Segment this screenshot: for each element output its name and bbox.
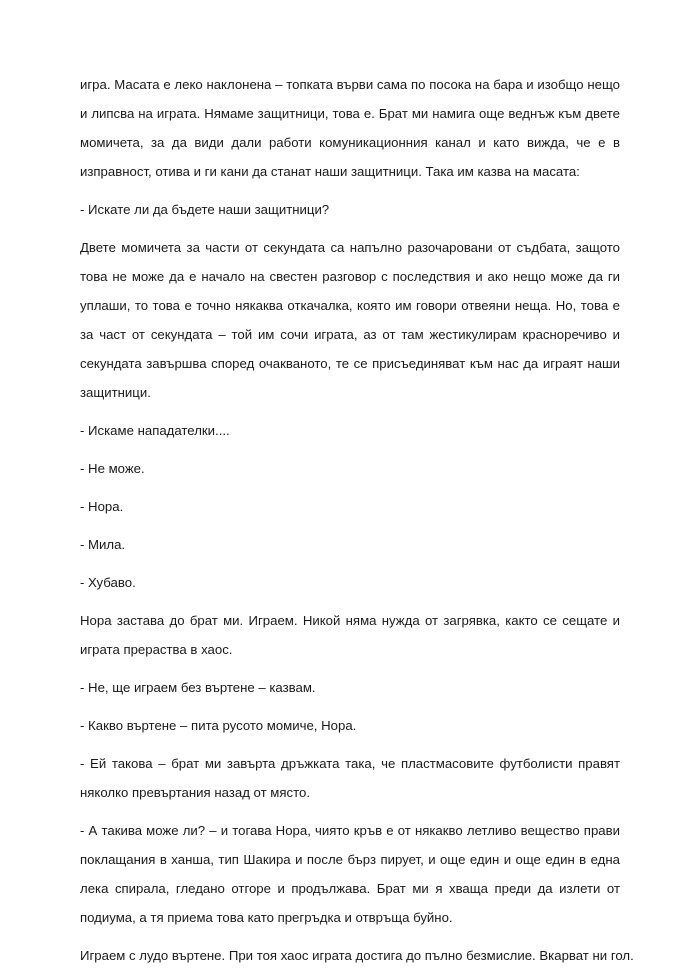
paragraph-final: Играем с лудо въртене. При тоя хаос играта достига до пълно безмислие. Вкарват ни гол. (80, 948, 634, 963)
dialog-line: - Не може. (80, 461, 145, 476)
paragraph-intro: игра. Масата е леко наклонена – топката върви сама по посока на бара и изобщо нещо и липсва на играта. Нямаме защитници, това е. Брат ми намига още веднъж към двете момичета, за да види дали работи комуникационния канал и като вижда, че е в изправност, отива и ги кани да станат наши защитници. Така им казва на масата: (80, 77, 620, 179)
paragraph-girls: Двете момичета за части от секундата са напълно разочаровани от съдбата, защото това не може да е начало на свестен разговор с последствия и ако нещо може да ги уплаши, то това е точно някаква откачалка, която им говори отвеяни неща. Но, това е за част от секундата – той им сочи играта, аз от там жестикулирам красноречиво и секундата завършва според очакваното, те се присъединяват към нас да играят наши защитници. (80, 240, 620, 400)
dialog-line: - Мила. (80, 537, 126, 552)
dialog-line: - Хубаво. (80, 575, 136, 590)
dialog-line: - Нора. (80, 499, 124, 514)
dialog-line: - Не, ще играем без въртене – казвам. (80, 680, 316, 695)
dialog-line: - Какво въртене – пита русото момиче, Нора. (80, 718, 357, 733)
dialog-line: - Искаме нападателки.... (80, 423, 230, 438)
document-page (80, 70, 634, 979)
paragraph-nora: Нора застава до брат ми. Играем. Никой няма нужда от загрявка, както се сещате и играта прераства в хаос. (80, 613, 620, 657)
dialog-line: - Ей такова – брат ми завърта дръжката така, че пластмасовите футболисти правят няколко превъртания назад от място. (80, 756, 620, 800)
dialog-line: - А такива може ли? – и тогава Нора, чиято кръв е от някакво летливо вещество прави поклащания в ханша, тип Шакира и после бърз пирует, и още един и още един в една лека спирала, гледано отгоре и продължава. Брат ми я хваща преди да излети от подиума, а тя приема това като прегръдка и отвръща буйно. (80, 823, 620, 925)
dialog-line: - Искате ли да бъдете наши защитници? (80, 202, 330, 217)
